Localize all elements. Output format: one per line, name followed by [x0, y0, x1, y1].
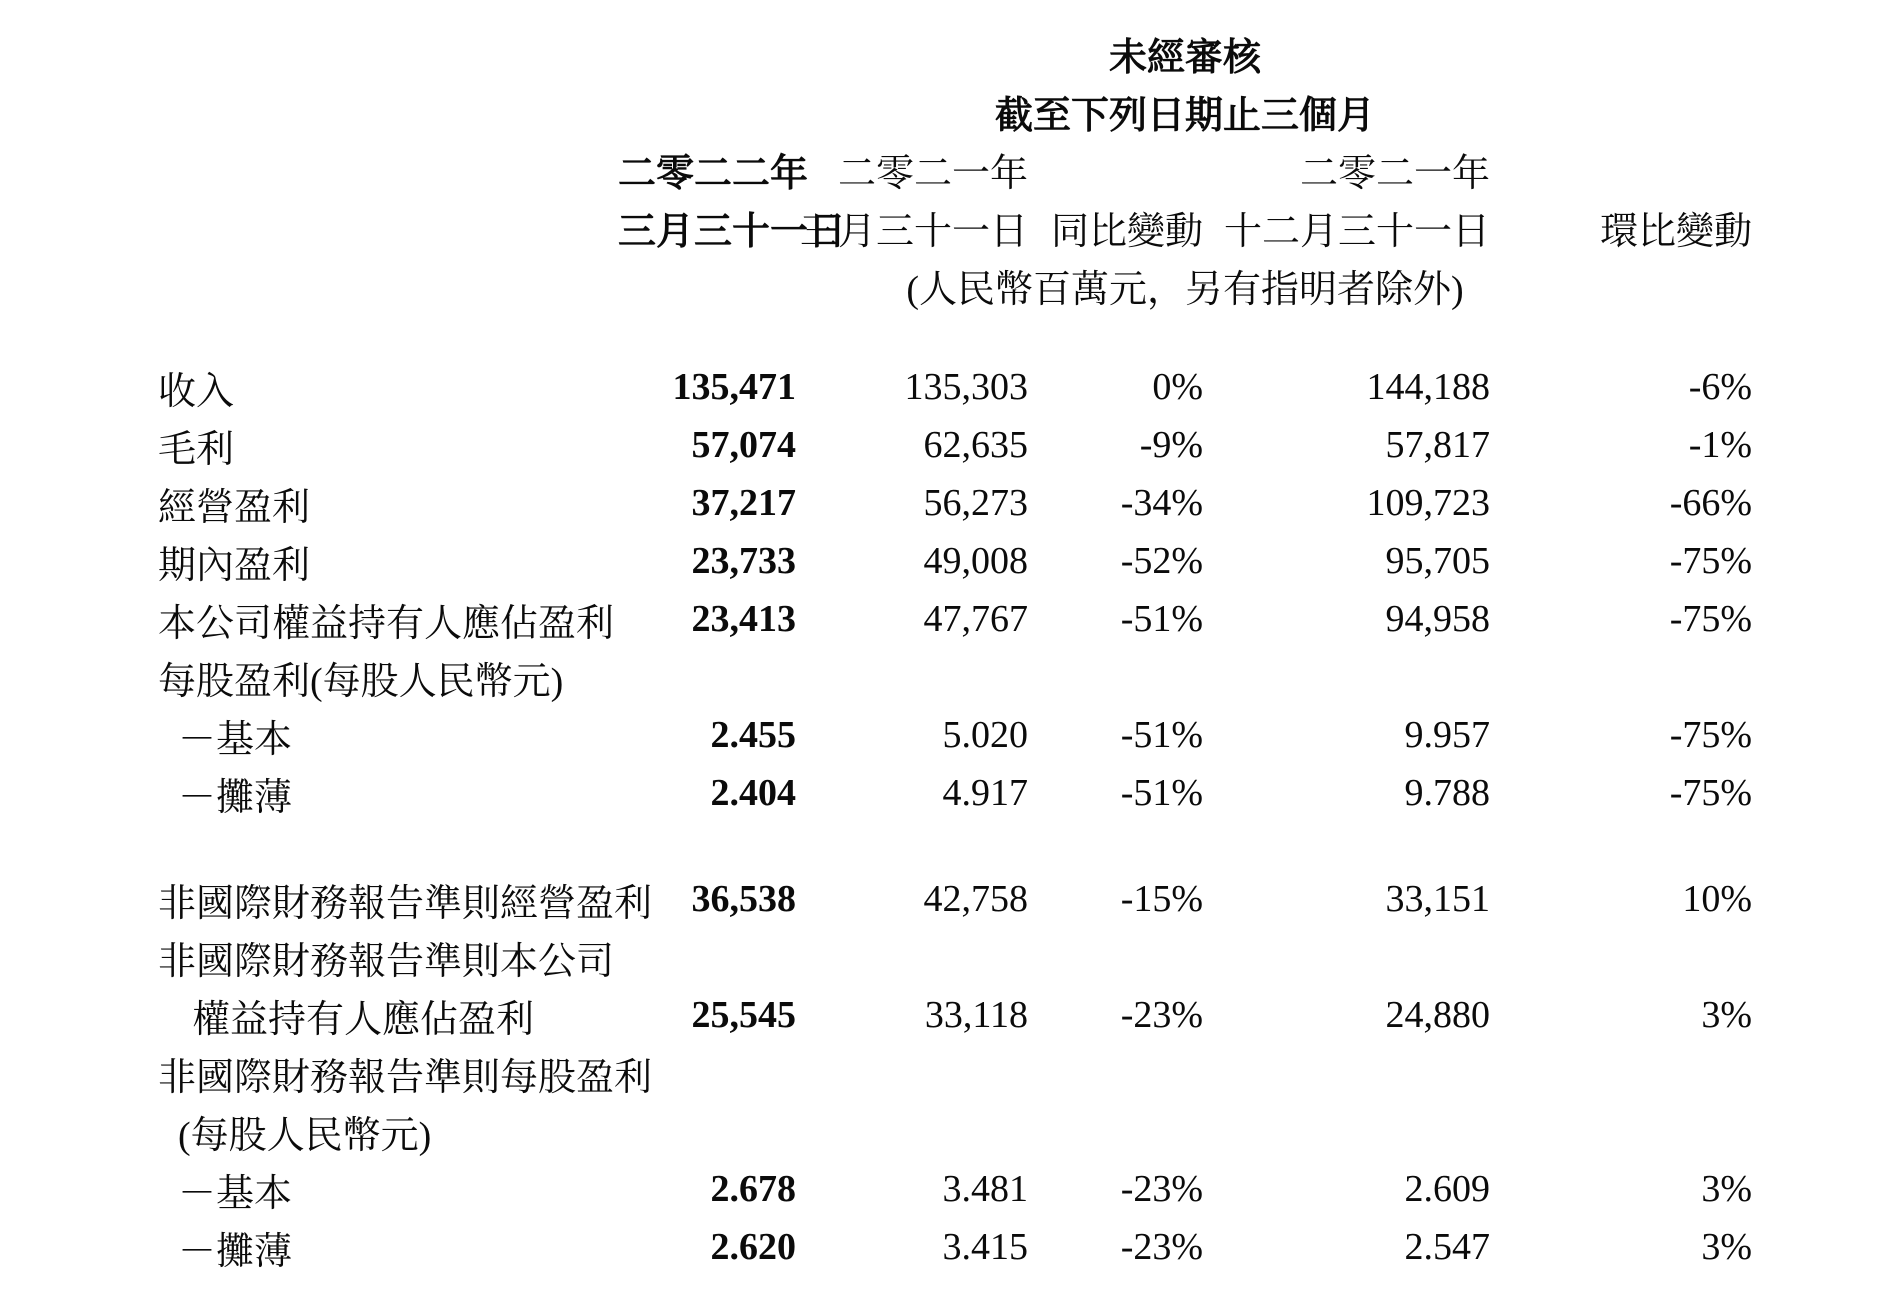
value-cell: -6%	[1688, 366, 1753, 408]
column-date-2021-dec: 十二月三十一日	[1223, 210, 1490, 253]
table-status-unaudited: 未經審核	[1109, 36, 1262, 79]
value-cell	[618, 1102, 796, 1160]
value-cell: 2.678	[710, 1168, 796, 1210]
empty-cell	[158, 24, 618, 82]
value-cell: 23,733	[691, 540, 796, 582]
value-cell: -1%	[1688, 424, 1753, 466]
row-label: (每股人民幣元)	[178, 1114, 432, 1157]
row-label: 非國際財務報告準則經營盈利	[158, 882, 653, 925]
table-row	[158, 870, 1752, 928]
value-cell	[1028, 648, 1203, 706]
column-date-2021-mar: 三月三十一日	[799, 210, 1028, 253]
value-cell: -51%	[1120, 772, 1203, 814]
value-cell: 24,880	[1385, 994, 1490, 1036]
value-cell: 2.620	[710, 1226, 796, 1268]
value-cell: 3%	[1701, 1168, 1753, 1210]
value-cell: -34%	[1120, 482, 1203, 524]
table-row	[158, 532, 1752, 590]
value-cell: 135,471	[672, 366, 796, 408]
row-label: 本公司權益持有人應佔盈利	[158, 602, 615, 645]
value-cell: 9.957	[1404, 714, 1490, 756]
table-row	[158, 764, 1752, 822]
value-cell: -51%	[1120, 598, 1203, 640]
empty-cell	[158, 82, 618, 140]
row-label: 期內盈利	[158, 544, 311, 587]
empty-cell	[158, 256, 618, 314]
value-cell: 3%	[1701, 994, 1753, 1036]
row-label: 收入	[158, 370, 235, 413]
value-cell: -23%	[1120, 1226, 1203, 1268]
value-cell	[618, 928, 796, 986]
table-period-caption: 截至下列日期止三個月	[995, 94, 1376, 137]
table-row	[158, 416, 1752, 474]
value-cell: 2.404	[710, 772, 796, 814]
column-dates-row	[158, 198, 1752, 256]
row-label: －攤薄	[178, 776, 293, 819]
value-cell: 10%	[1682, 878, 1753, 920]
row-label: 每股盈利(每股人民幣元)	[158, 660, 564, 703]
table-row	[158, 1044, 1752, 1102]
value-cell: -23%	[1120, 1168, 1203, 1210]
row-label: 經營盈利	[158, 486, 311, 529]
value-cell	[1028, 1044, 1203, 1102]
value-cell: -75%	[1669, 772, 1753, 814]
empty-cell	[158, 140, 618, 198]
value-cell	[796, 648, 1028, 706]
empty-cell	[158, 314, 1752, 358]
column-year-2021-mar: 二零二一年	[837, 152, 1028, 195]
value-cell	[796, 1044, 1028, 1102]
value-cell	[796, 928, 1028, 986]
value-cell: 3.481	[942, 1168, 1028, 1210]
row-label: －基本	[178, 718, 293, 761]
row-label: －基本	[178, 1172, 293, 1215]
column-header-qoq-change: 環比變動	[1600, 210, 1753, 253]
table-row	[158, 648, 1752, 706]
table-row	[158, 358, 1752, 416]
value-cell: 49,008	[923, 540, 1028, 582]
value-cell	[618, 648, 796, 706]
row-label: －攤薄	[178, 1230, 293, 1273]
value-cell: 33,118	[924, 994, 1028, 1036]
value-cell: 42,758	[923, 878, 1028, 920]
column-year-qoq	[1490, 140, 1752, 198]
value-cell	[796, 1102, 1028, 1160]
value-cell: 37,217	[691, 482, 796, 524]
value-cell: -66%	[1669, 482, 1753, 524]
value-cell: 94,958	[1385, 598, 1490, 640]
value-cell: -75%	[1669, 714, 1753, 756]
table-row	[158, 590, 1752, 648]
value-cell: 57,074	[691, 424, 796, 466]
value-cell: 9.788	[1404, 772, 1490, 814]
status-row	[158, 24, 1752, 82]
value-cell: 2.609	[1404, 1168, 1490, 1210]
value-cell	[1490, 648, 1752, 706]
empty-cell	[158, 822, 1752, 870]
value-cell	[1490, 928, 1752, 986]
value-cell: 0%	[1152, 366, 1203, 408]
value-cell: -75%	[1669, 598, 1753, 640]
empty-cell	[158, 198, 618, 256]
value-cell	[1028, 928, 1203, 986]
value-cell: 3%	[1701, 1226, 1753, 1268]
value-cell: 62,635	[923, 424, 1028, 466]
value-cell: 33,151	[1385, 878, 1490, 920]
value-cell: 4.917	[942, 772, 1028, 814]
value-cell	[1028, 1102, 1203, 1160]
value-cell	[1490, 1102, 1752, 1160]
row-label: 非國際財務報告準則本公司	[158, 940, 615, 983]
value-cell	[1490, 1044, 1752, 1102]
value-cell	[1203, 1044, 1490, 1102]
value-cell: 95,705	[1385, 540, 1490, 582]
value-cell: 23,413	[691, 598, 796, 640]
value-cell: 3.415	[942, 1226, 1028, 1268]
value-cell: 144,188	[1366, 366, 1490, 408]
value-cell: -51%	[1120, 714, 1203, 756]
value-cell: -52%	[1120, 540, 1203, 582]
header-gap-row	[158, 314, 1752, 358]
value-cell: 2.455	[710, 714, 796, 756]
value-cell: 2.547	[1404, 1226, 1490, 1268]
value-cell: -23%	[1120, 994, 1203, 1036]
value-cell: -15%	[1120, 878, 1203, 920]
row-label: 權益持有人應佔盈利	[192, 998, 535, 1041]
column-year-yoy	[1028, 140, 1203, 198]
value-cell: 5.020	[942, 714, 1028, 756]
table-row	[158, 986, 1752, 1044]
table-row	[158, 928, 1752, 986]
financial-summary-table	[158, 24, 1752, 1276]
table-row	[158, 1160, 1752, 1218]
unit-note-row	[158, 256, 1752, 314]
value-cell: 47,767	[923, 598, 1028, 640]
column-year-2022-mar: 二零二二年	[618, 152, 809, 195]
value-cell: 36,538	[691, 878, 796, 920]
value-cell: 109,723	[1366, 482, 1490, 524]
value-cell	[1203, 928, 1490, 986]
column-date-2022-mar: 三月三十一日	[618, 210, 847, 253]
table-row	[158, 474, 1752, 532]
column-years-row	[158, 140, 1752, 198]
value-cell: 135,303	[904, 366, 1028, 408]
value-cell	[1203, 648, 1490, 706]
value-cell: -75%	[1669, 540, 1753, 582]
table-row	[158, 1102, 1752, 1160]
period-row	[158, 82, 1752, 140]
column-year-2021-dec: 二零二一年	[1299, 152, 1490, 195]
section-spacer-row	[158, 822, 1752, 870]
value-cell: 57,817	[1385, 424, 1490, 466]
row-label: 非國際財務報告準則每股盈利	[158, 1056, 653, 1099]
table-row	[158, 706, 1752, 764]
value-cell: 56,273	[923, 482, 1028, 524]
value-cell	[1203, 1102, 1490, 1160]
row-label: 毛利	[158, 428, 235, 471]
value-cell: -9%	[1139, 424, 1203, 466]
value-cell: 25,545	[691, 994, 796, 1036]
table-unit-note: (人民幣百萬元，另有指明者除外)	[906, 268, 1464, 311]
table-row	[158, 1218, 1752, 1276]
column-header-yoy-change: 同比變動	[1050, 210, 1203, 253]
